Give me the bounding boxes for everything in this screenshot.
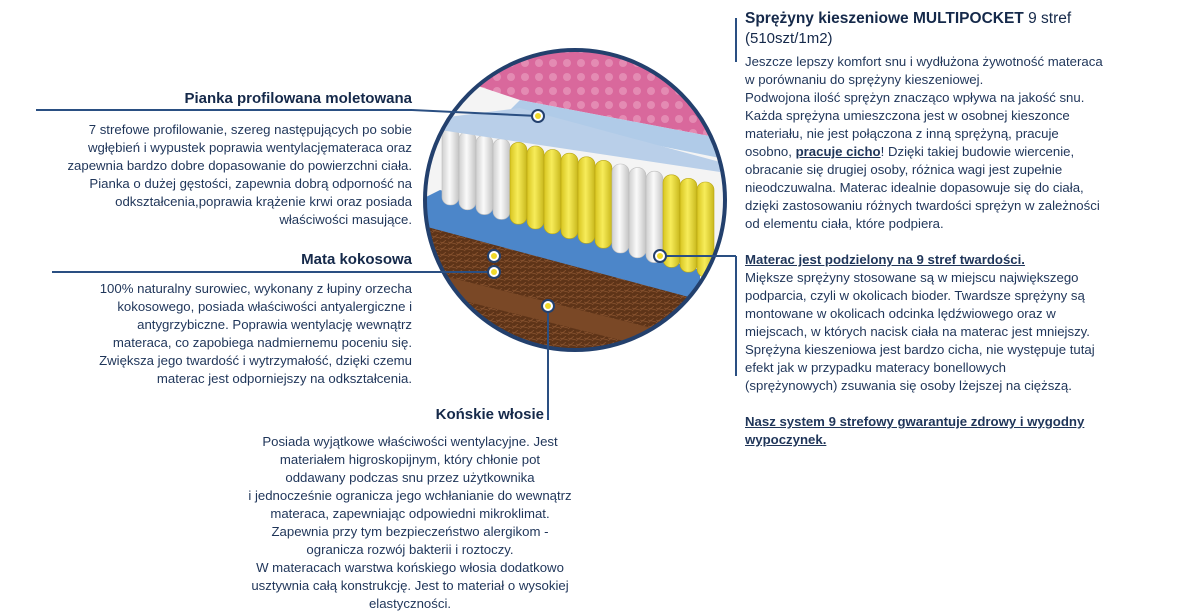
horsehair-line: usztywnia całą konstrukcję. Jest to materiał o wysokiej [251, 578, 569, 593]
springs-paragraph-1 [745, 53, 1185, 233]
springs-line: efekt jak w przypadku materacy bonellowych [745, 360, 1006, 375]
white-spring [629, 168, 646, 258]
springs-line: podparcia, czyli w okolicach bioder. Twardsze sprężyny są [745, 288, 1085, 303]
springs-line: Sprężyna kieszeniowa jest bardzo cicha, nie występuje tutaj [745, 342, 1095, 357]
zones-heading: Materac jest podzielony na 9 stref twardości. [745, 252, 1025, 267]
foam-line: zapewnia bardzo dobre dopasowanie do powierzchni ciała. [67, 158, 412, 173]
white-spring [459, 132, 476, 210]
yellow-spring [527, 146, 544, 229]
coconut-line: antygrzybiczne. Poprawia wentylację wewnątrz [137, 317, 412, 332]
horsehair-line: i jednocześnie ogranicza jego wchłanianie do wewnątrz [248, 488, 572, 503]
horsehair-line: elastyczności. [368, 596, 452, 611]
coconut-title: Mata kokosowa [301, 251, 412, 268]
yellow-spring [595, 160, 612, 248]
springs-line: obracanie się drugiej osoby, różnica wagi jest zupełnie [745, 162, 1063, 177]
springs-line: Miększe sprężyny stosowane są w miejscu największego [745, 270, 1079, 285]
foam-description [20, 121, 412, 229]
springs-line: Każda sprężyna umieszczona jest w osobnej kieszonce [745, 108, 1070, 123]
guarantee-note [745, 413, 1185, 449]
springs-zones: 9 stref [1028, 10, 1072, 27]
white-spring [646, 171, 663, 262]
springs-paragraph-2 [745, 269, 1185, 395]
coconut-line: materac jest odporniejszy na odkształcenia. [156, 371, 412, 386]
springs-line: Jeszcze lepszy komfort snu i wydłużona żywotność materaca [745, 54, 1103, 69]
springs-line: w porównaniu do sprężyny kieszeniowej. [745, 72, 984, 87]
foam-line: odkształcenia,poprawia krążenie krwi oraz posiada [115, 194, 412, 209]
springs-section [745, 10, 1185, 449]
horsehair-line: W materacach warstwa końskiego włosia dodatkowo [256, 560, 564, 575]
springs-line: miejscach, w których nacisk ciała na materac jest mniejszy. [745, 324, 1090, 339]
white-spring [442, 128, 459, 205]
guarantee-line: wypoczynek. [745, 432, 827, 447]
horsehair-line: oddawany podczas snu przez użytkownika [285, 470, 535, 485]
foam-section [40, 90, 412, 107]
springs-line: (sprężynowych) zsuwania się osoby lżejszej na cięższą. [745, 378, 1072, 393]
horsehair-section [300, 406, 544, 423]
horsehair-title: Końskie włosie [435, 406, 544, 423]
horsehair-line: materaca, zapewniając odpowiedni mikroklimat. [270, 506, 550, 521]
coconut-section [40, 251, 412, 268]
yellow-spring [578, 157, 595, 244]
coconut-description [20, 280, 412, 388]
springs-line: nieodczuwalna. Materac idealnie dopasowuje się do ciała, [745, 180, 1084, 195]
springs-line: materiału, nie jest połączona z inną sprężyną, pracuje [745, 126, 1059, 141]
guarantee-line: Nasz system 9 strefowy gwarantuje zdrowy i wygodny [745, 414, 1085, 429]
springs-line: Podwojona ilość sprężyn znacząco wpływa na jakość snu. [745, 90, 1085, 105]
horsehair-description [200, 433, 620, 613]
white-spring [612, 164, 629, 253]
coconut-line: Zwiększa jego twardość i wytrzymałość, dzięki czemu [99, 353, 412, 368]
foam-line: Pianka o dużej gęstości, zapewnia dobrą odporność na [89, 176, 412, 191]
yellow-spring [561, 153, 578, 238]
springs-line: dzięki zastosowaniu różnych twardości sprężyn w zależności [745, 198, 1100, 213]
yellow-spring [510, 142, 527, 224]
foam-line: 7 strefowe profilowanie, szereg następujących po sobie [88, 122, 412, 137]
white-spring [493, 139, 510, 220]
springs-text: ! Dzięki takiej budowie wiercenie, [880, 144, 1075, 159]
horsehair-line: ogranicza rozwój bakterii i roztoczy. [306, 542, 514, 557]
springs-line: montowane w okolicach odcinka lędźwiowego oraz w [745, 306, 1056, 321]
foam-title: Pianka profilowana moletowana [184, 90, 412, 107]
springs-count: (510szt/1m2) [745, 30, 833, 47]
coconut-line: 100% naturalny surowiec, wykonany z łupiny orzecha [99, 281, 412, 296]
foam-line: właściwości masujące. [279, 212, 412, 227]
springs-heading [745, 10, 1185, 28]
horsehair-line: Posiada wyjątkowe właściwości wentylacyjne. Jest [262, 434, 558, 449]
springs-title: Sprężyny kieszeniowe MULTIPOCKET [745, 10, 1024, 27]
foam-line: wgłębień i wypustek poprawia wentylacjęmateraca oraz [88, 140, 412, 155]
quiet-emphasis: pracuje cicho [795, 144, 881, 159]
horsehair-line: materiałem higroskopijnym, który chłonie pot [279, 452, 541, 467]
springs-line: od elementu ciała, które podpiera. [745, 216, 944, 231]
yellow-spring [544, 150, 561, 234]
horsehair-line: Zapewnia przy tym bezpieczeństwo alergikom - [271, 524, 549, 539]
white-spring [476, 135, 493, 214]
coconut-line: kokosowego, posiada właściwości antyalergiczne i [117, 299, 412, 314]
springs-text: osobno, [745, 144, 796, 159]
coconut-line: materaca, co zapobiega nadmiernemu poceniu się. [112, 335, 412, 350]
springs-line [745, 143, 1185, 161]
yellow-spring [680, 178, 697, 272]
